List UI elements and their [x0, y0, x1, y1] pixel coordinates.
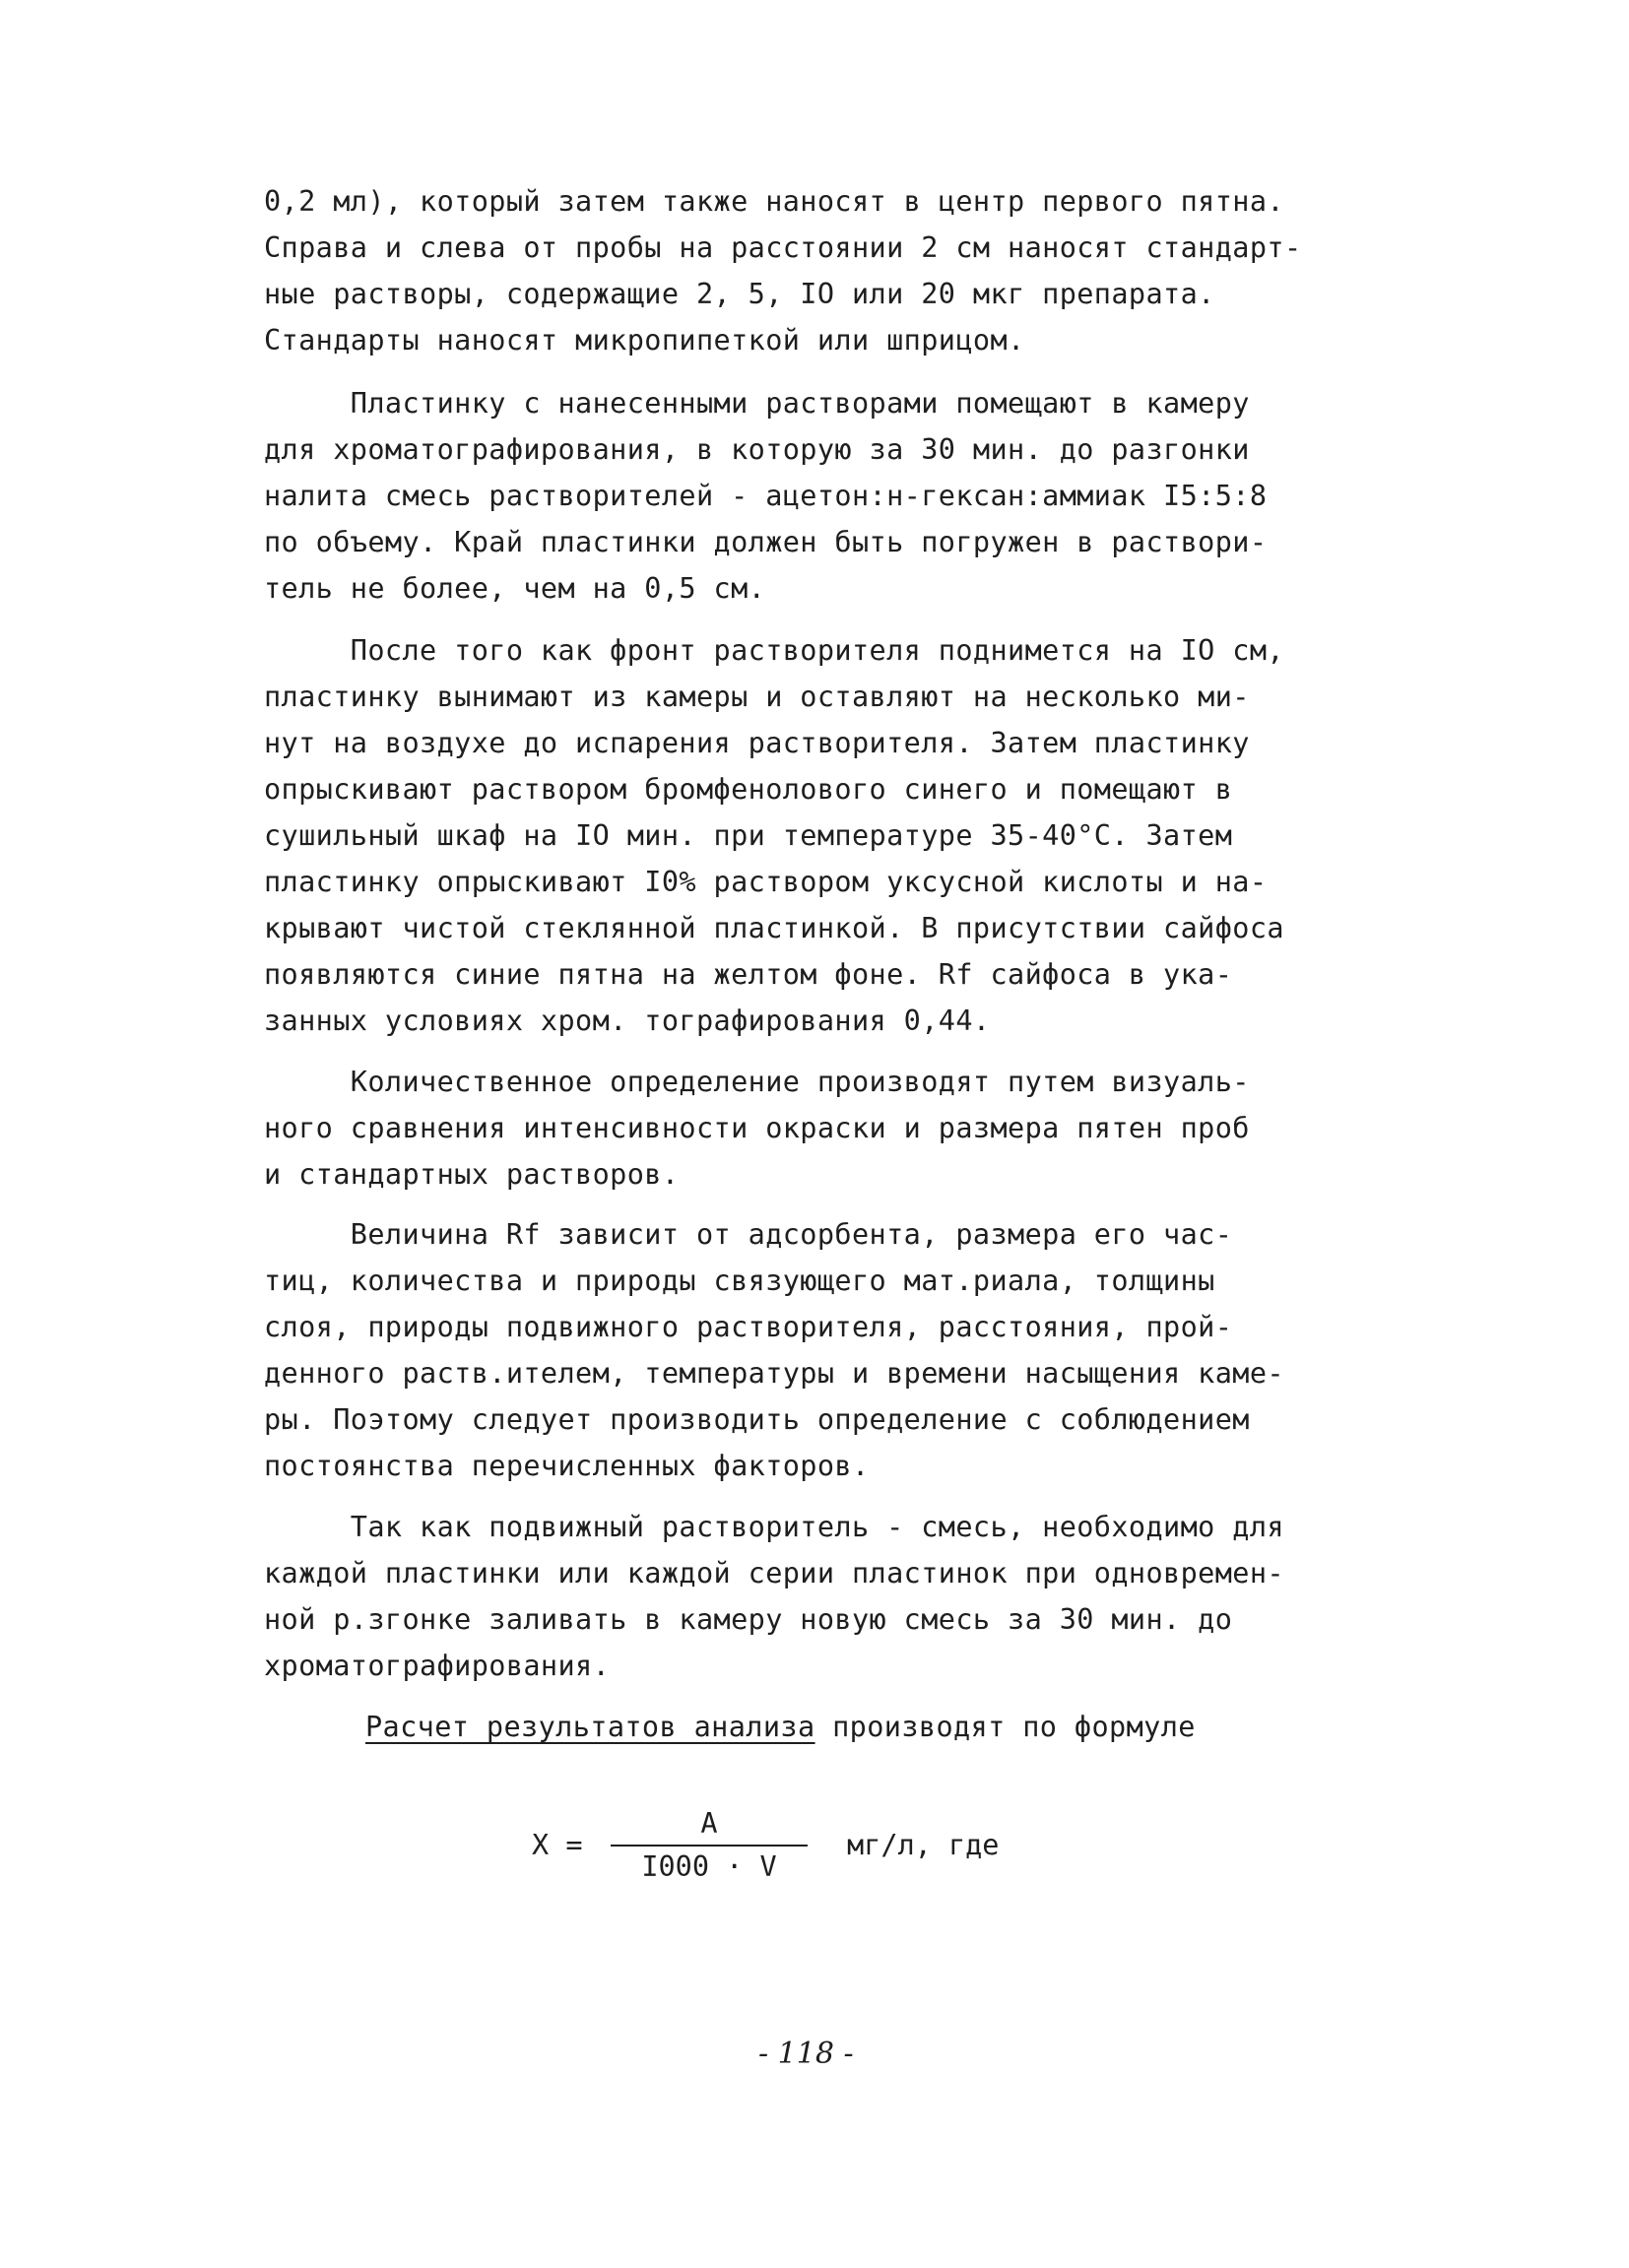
- paragraph-4: [264, 1059, 1426, 1198]
- calc-heading-rest: производят по формуле: [814, 1711, 1196, 1743]
- text-line: Величина Rf зависит от адсорбента, размера его час-: [264, 1218, 1233, 1251]
- text-line: Пластинку с нанесенными растворами помещают в камеру: [264, 387, 1250, 420]
- page-number: - 118 -: [758, 2037, 854, 2071]
- text-line: каждой пластинки или каждой серии пластинок при одновремен-: [264, 1557, 1284, 1589]
- text-line: ной р.згонке заливать в камеру новую смесь за 30 мин. до: [264, 1603, 1233, 1636]
- paragraph-6: [264, 1504, 1426, 1689]
- text-line: Стандарты наносят микропипеткой или шприцом.: [264, 324, 1025, 356]
- text-line: крывают чистой стеклянной пластинкой. В присутствии сайфоса: [264, 912, 1284, 944]
- formula-lhs: X =: [532, 1829, 583, 1861]
- formula-units: мг/л, где: [847, 1829, 1000, 1861]
- calc-line: [264, 1704, 1426, 1750]
- paragraph-3: [264, 627, 1426, 1044]
- formula-denominator: I000 · V: [641, 1850, 777, 1883]
- text-line: сушильный шкаф на IO мин. при температуре 35-40°С. Затем: [264, 819, 1233, 852]
- text-line: слоя, природы подвижного растворителя, расстояния, прой-: [264, 1311, 1233, 1343]
- text-line: и стандартных растворов.: [264, 1158, 680, 1191]
- text-line: ры. Поэтому следует производить определение с соблюдением: [264, 1403, 1250, 1436]
- text-line: тиц, количества и природы связующего мат.риала, толщины: [264, 1264, 1215, 1297]
- formula-numerator: A: [700, 1807, 718, 1840]
- text-line: занных условиях хром. тографирования 0,44.: [264, 1004, 991, 1037]
- formula: [532, 1807, 1123, 1886]
- text-line: пластинку опрыскивают I0% раствором уксусной кислоты и на-: [264, 866, 1268, 898]
- text-line: постоянства перечисленных факторов.: [264, 1450, 870, 1482]
- text-line: для хроматографирования, в которую за 30 мин. до разгонки: [264, 433, 1250, 466]
- fraction-bar: [611, 1845, 808, 1847]
- text-line: опрыскивают раствором бромфенолового синего и помещают в: [264, 773, 1233, 806]
- text-line: 0,2 мл), который затем также наносят в центр первого пятна.: [264, 185, 1284, 218]
- text-line: появляются синие пятна на желтом фоне. Rf сайфоса в ука-: [264, 958, 1233, 991]
- text-line: хроматографирования.: [264, 1650, 611, 1682]
- text-line: тель не более, чем на 0,5 см.: [264, 572, 766, 605]
- text-line: ные растворы, содержащие 2, 5, IO или 20 мкг препарата.: [264, 278, 1215, 310]
- paragraph-2: [264, 380, 1426, 612]
- text-line: Справа и слева от пробы на расстоянии 2 см наносят стандарт-: [264, 231, 1302, 264]
- text-line: Количественное определение производят путем визуаль-: [264, 1066, 1250, 1098]
- text-line: налита смесь растворителей - ацетон:н-гексан:аммиак I5:5:8: [264, 480, 1268, 512]
- text-line: по объему. Край пластинки должен быть погружен в раствори-: [264, 526, 1268, 558]
- calc-heading: Расчет результатов анализа: [365, 1711, 815, 1743]
- text-line: пластинку вынимают из камеры и оставляют на несколько ми-: [264, 680, 1250, 713]
- text-line: ного сравнения интенсивности окраски и размера пятен проб: [264, 1112, 1250, 1144]
- text-line: нут на воздухе до испарения растворителя. Затем пластинку: [264, 727, 1250, 759]
- text-line: денного раств.ителем, температуры и времени насыщения каме-: [264, 1357, 1284, 1390]
- text-line: После того как фронт растворителя поднимется на IO см,: [264, 634, 1284, 667]
- paragraph-5: [264, 1211, 1426, 1489]
- paragraph-1: [264, 178, 1426, 363]
- text-line: Так как подвижный растворитель - смесь, необходимо для: [264, 1511, 1284, 1543]
